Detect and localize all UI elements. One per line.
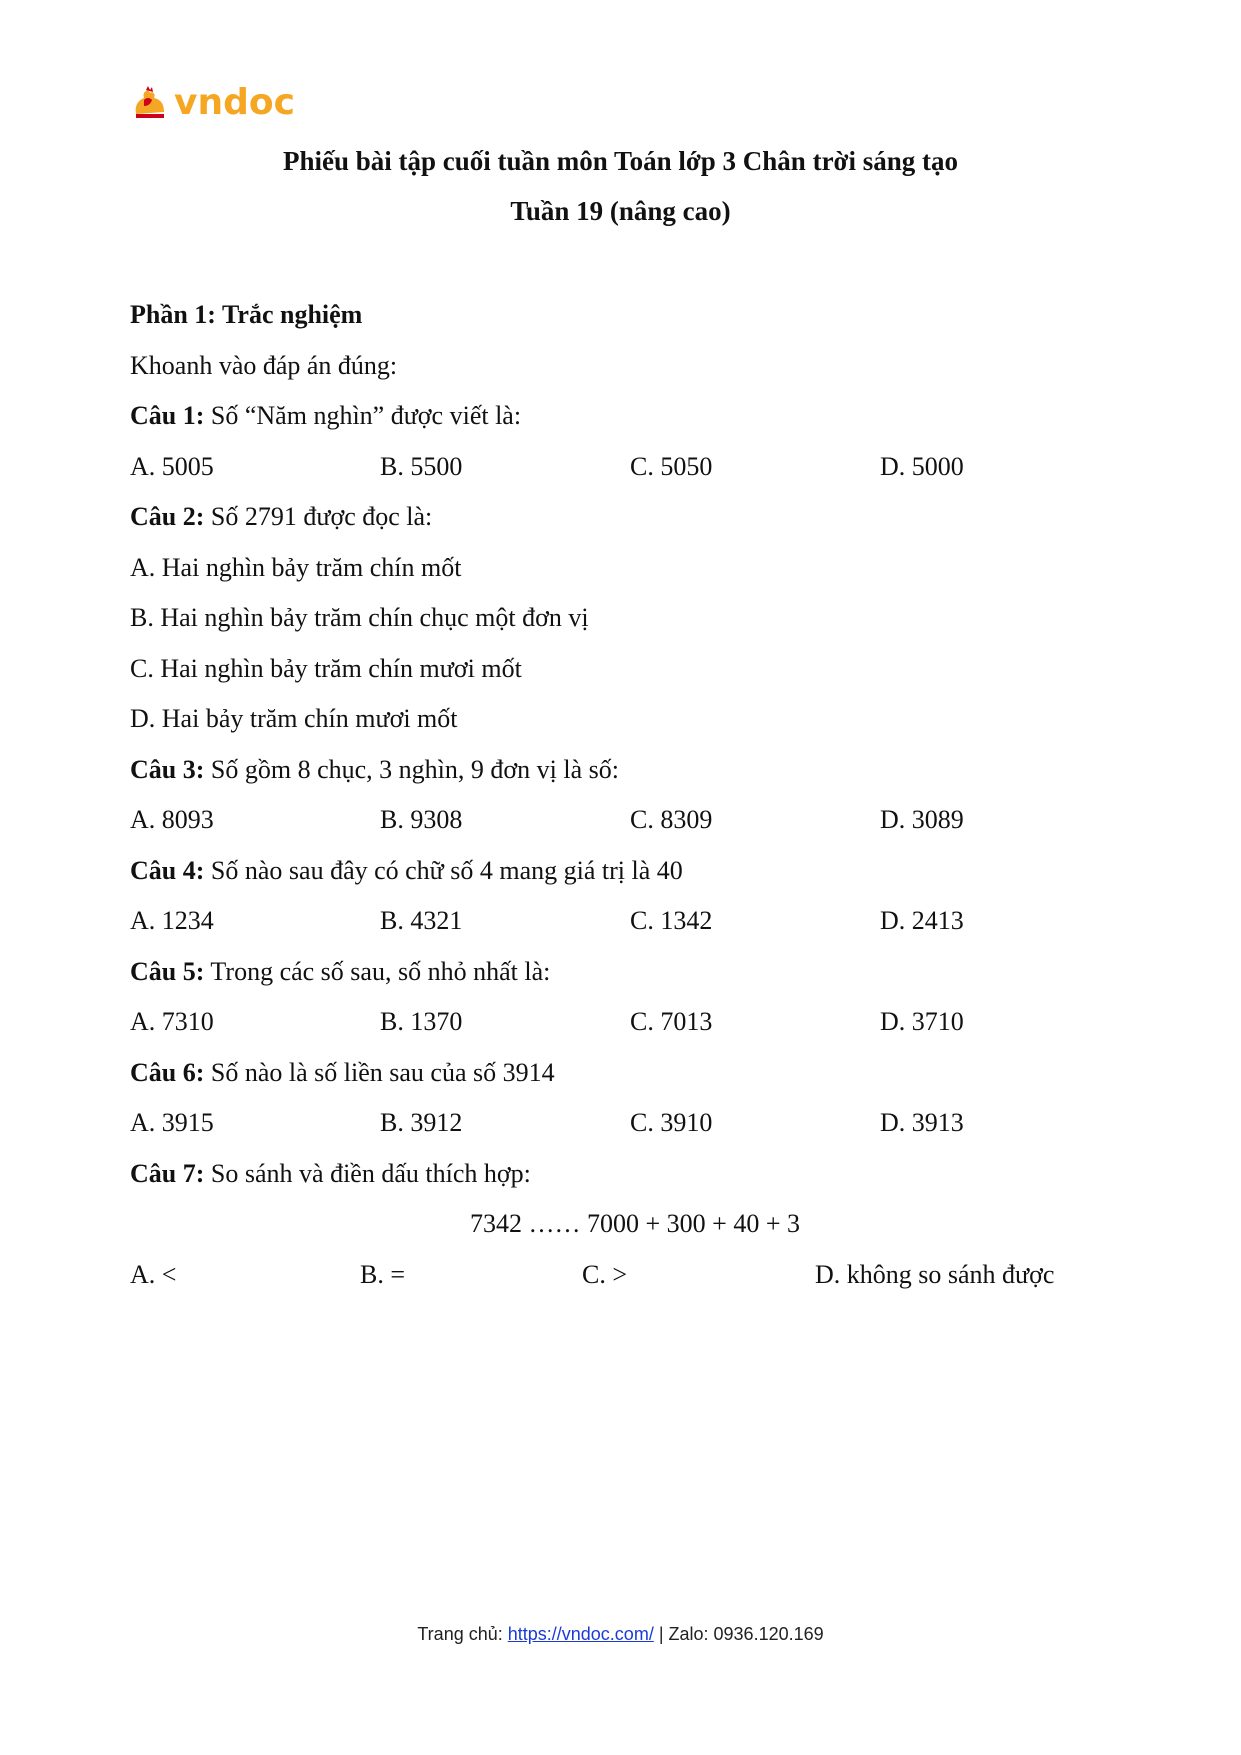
worksheet-subtitle: Tuần 19 (nâng cao) [510,196,731,226]
option-b[interactable]: B. 9308 [380,805,463,834]
option-d[interactable]: D. Hai bảy trăm chín mươi mốt [130,704,458,733]
logo-text: vndoc [174,82,295,123]
option-a[interactable]: A. 3915 [130,1108,214,1137]
option-c[interactable]: C. 8309 [630,805,713,834]
option-b[interactable]: B. Hai nghìn bảy trăm chín chục một đơn vị [130,603,589,632]
section-heading: Phần 1: Trắc nghiệm [130,300,363,329]
question-label: Câu 5: [130,956,205,986]
option-c[interactable]: C. Hai nghìn bảy trăm chín mươi mốt [130,653,522,683]
option-a[interactable]: A. 8093 [130,805,214,834]
question-1 [130,391,1130,442]
question-label: Câu 4: [130,855,205,885]
option-c[interactable]: C. 3910 [630,1108,713,1137]
option-d[interactable]: D. 3089 [880,805,964,834]
footer-contact: | Zalo: 0936.120.169 [653,1624,824,1644]
option-d[interactable]: D. 5000 [880,451,964,481]
option-d[interactable]: D. không so sánh được [815,1259,1055,1289]
question-3-options [130,795,1130,846]
question-4 [130,846,1130,897]
question-label: Câu 7: [130,1158,205,1188]
question-label: Câu 2: [130,502,205,531]
option-d[interactable]: D. 2413 [880,906,964,935]
option-a[interactable]: A. 5005 [130,451,214,481]
option-a[interactable]: A. Hai nghìn bảy trăm chín mốt [130,552,462,582]
option-d[interactable]: D. 3913 [880,1108,964,1137]
comparison-expression: 7342 …… 7000 + 300 + 40 + 3 [470,1209,800,1238]
option-c[interactable]: C. 1342 [630,906,713,935]
option-a[interactable]: A. 7310 [130,1007,214,1036]
option-c[interactable]: C. 7013 [630,1007,713,1036]
option-b[interactable]: B. 1370 [380,1007,463,1036]
question-5-options [130,997,1130,1048]
question-7 [130,1149,1130,1200]
option-b[interactable]: B. 3912 [380,1108,463,1137]
worksheet-content [130,290,1130,1300]
instruction: Khoanh vào đáp án đúng: [130,350,398,380]
page-footer [0,1624,1241,1645]
question-text: Số nào là số liền sau của số 3914 [204,1057,555,1087]
question-1-options [130,442,1130,493]
option-b[interactable]: B. = [360,1259,406,1289]
question-7-options [130,1250,1130,1301]
question-text: So sánh và điền dấu thích hợp: [204,1158,531,1188]
option-a[interactable]: A. 1234 [130,906,214,935]
question-4-options [130,896,1130,947]
rooster-icon [130,84,170,124]
question-6-options [130,1098,1130,1149]
question-3 [130,745,1130,796]
option-d[interactable]: D. 3710 [880,1007,964,1036]
question-text: Số gồm 8 chục, 3 nghìn, 9 đơn vị là số: [204,754,619,784]
vndoc-logo[interactable] [130,84,300,130]
question-text: Số “Năm nghìn” được viết là: [204,401,522,430]
question-label: Câu 6: [130,1057,205,1087]
question-label: Câu 3: [130,754,205,784]
option-c[interactable]: C. 5050 [630,451,713,481]
question-text: Số 2791 được đọc là: [204,502,433,531]
footer-prefix: Trang chủ: [417,1624,508,1644]
question-2 [130,492,1130,543]
question-6 [130,1048,1130,1099]
option-b[interactable]: B. 4321 [380,906,463,935]
worksheet-title: Phiếu bài tập cuối tuần môn Toán lớp 3 Chân trời sáng tạo [282,146,959,176]
homepage-link[interactable]: https://vndoc.com/ [507,1624,654,1644]
question-5 [130,947,1130,998]
question-label: Câu 1: [130,401,205,430]
option-b[interactable]: B. 5500 [380,451,463,481]
option-c[interactable]: C. > [582,1259,628,1289]
option-a[interactable]: A. < [130,1259,177,1289]
question-text: Trong các số sau, số nhỏ nhất là: [204,956,551,986]
question-text: Số nào sau đây có chữ số 4 mang giá trị là 40 [204,855,683,885]
